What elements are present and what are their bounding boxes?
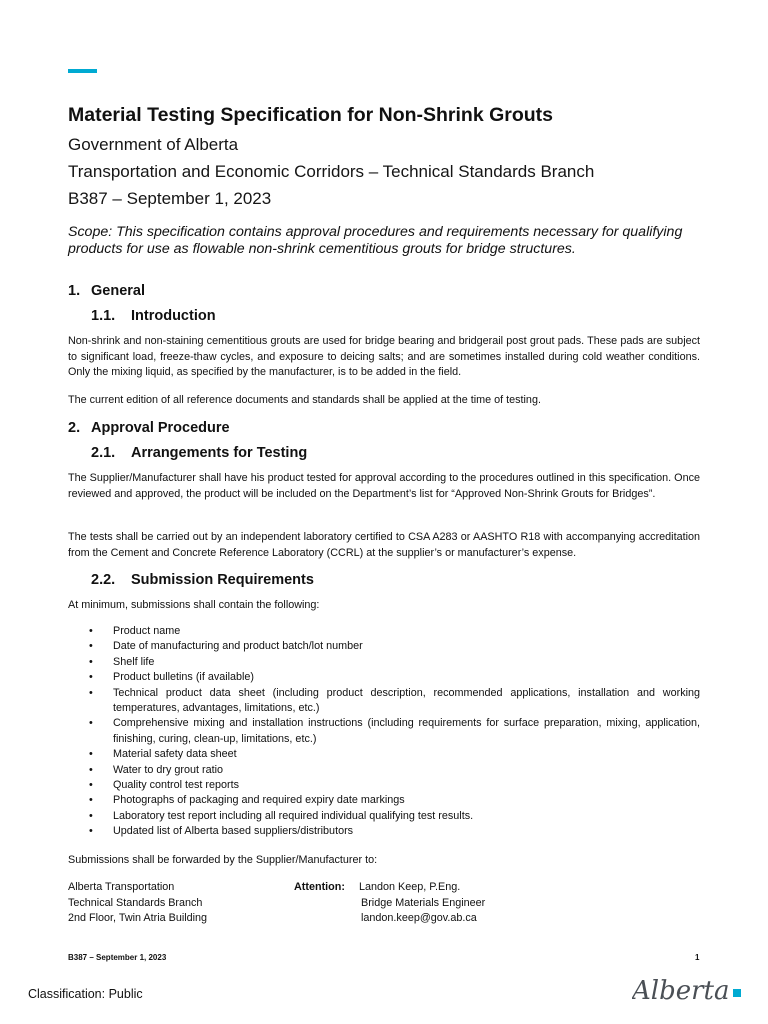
- list-item: [68, 670, 700, 685]
- section-submission-heading: [91, 572, 314, 588]
- list-item: [68, 763, 700, 778]
- alberta-logo-wordmark: Alberta: [632, 976, 730, 1006]
- section-introduction-heading: [91, 308, 216, 324]
- contact-name: Landon Keep, P.Eng.: [359, 881, 461, 893]
- attention-label: Attention:: [294, 881, 345, 893]
- list-item: [68, 793, 700, 808]
- list-item: [68, 624, 700, 639]
- contact-block: [359, 880, 485, 927]
- list-item: [68, 686, 700, 717]
- bullet-marker: •: [89, 779, 93, 792]
- section-number: 2.: [68, 420, 81, 436]
- classification-label: Classification: Public: [28, 987, 143, 1001]
- list-item-text: Date of manufacturing and product batch/lot number: [113, 640, 363, 653]
- section-title: Arrangements for Testing: [131, 445, 308, 461]
- contact-role: Bridge Materials Engineer: [361, 896, 486, 909]
- list-item-text: Technical product data sheet (including product description, recommended applications, installation and working temperatures, advantages, limitations, etc.): [113, 686, 700, 715]
- address-line: 2nd Floor, Twin Atria Building: [68, 912, 208, 924]
- spec-number-date: B387 – September 1, 2023: [68, 189, 272, 208]
- list-item-text: Shelf life: [113, 655, 155, 668]
- section-approval-heading: [68, 420, 230, 436]
- section-number: 2.1.: [91, 445, 116, 461]
- list-item-text: Quality control test reports: [113, 779, 240, 792]
- list-item-text: Comprehensive mixing and installation instructions (including requirements for surface preparation, mixing, application, finishing, curing, clean-up, limitations, etc.): [113, 717, 700, 745]
- bullet-marker: •: [89, 763, 93, 776]
- arrangements-paragraph-1: The Supplier/Manufacturer shall have his product tested for approval according to the procedures outlined in this specification. Once reviewed and approved, the product will be included on the Department’s list for “Approved Non-Shrink Grouts for Bridges”.: [68, 472, 700, 500]
- list-item-text: Product bulletins (if available): [113, 671, 255, 684]
- bullet-marker: •: [89, 686, 93, 699]
- bullet-marker: •: [89, 717, 93, 730]
- bullet-marker: •: [89, 809, 93, 822]
- alberta-logo-square: [733, 989, 741, 997]
- list-item: [68, 716, 700, 747]
- section-general-heading: [68, 283, 145, 299]
- list-item: [68, 809, 700, 824]
- accent-bar: [68, 69, 97, 73]
- section-number: 1.: [68, 283, 81, 299]
- bullet-marker: •: [89, 655, 93, 668]
- section-title: General: [91, 283, 145, 299]
- list-item-text: Updated list of Alberta based suppliers/distributors: [113, 825, 354, 838]
- contact-email: landon.keep@gov.ab.ca: [361, 912, 477, 924]
- list-item: [68, 747, 700, 762]
- bullet-marker: •: [89, 825, 93, 838]
- address-line: Technical Standards Branch: [68, 896, 203, 909]
- bullet-marker: •: [89, 640, 93, 653]
- list-item-text: Water to dry grout ratio: [113, 763, 224, 776]
- alberta-logo: [632, 972, 742, 1006]
- branch-name: Transportation and Economic Corridors – Technical Standards Branch: [68, 162, 595, 181]
- list-item-text: Laboratory test report including all required individual qualifying test results.: [113, 809, 474, 822]
- forwarding-instruction: Submissions shall be forwarded by the Supplier/Manufacturer to:: [68, 854, 378, 866]
- footer-spec-date: B387 – September 1, 2023: [68, 953, 167, 962]
- list-item: [68, 824, 700, 839]
- section-number: 2.2.: [91, 572, 116, 588]
- document-title: Material Testing Specification for Non-Shrink Grouts: [68, 104, 554, 126]
- list-item: [68, 639, 700, 654]
- mailing-address: [68, 880, 207, 927]
- section-number: 1.1.: [91, 308, 116, 324]
- introduction-paragraph-1: Non-shrink and non-staining cementitious grouts are used for bridge bearing and bridgerail post grout pads. These pads are subject to significant load, freeze-thaw cycles, and exposure to deicing salts; and are sometimes installed during cold weather conditions. Only the mixing liquid, as specified by the manufacturer, is to be added in the field.: [68, 335, 700, 378]
- list-item: [68, 655, 700, 670]
- submission-intro: At minimum, submissions shall contain the following:: [68, 599, 320, 611]
- page-number: 1: [695, 953, 700, 962]
- organization-name: Government of Alberta: [68, 135, 239, 154]
- introduction-paragraph-2: The current edition of all reference documents and standards shall be applied at the time of testing.: [68, 394, 541, 406]
- bullet-marker: •: [89, 794, 93, 807]
- bullet-marker: •: [89, 625, 93, 637]
- scope-statement: Scope: This specification contains approval procedures and requirements necessary for qualifying products for use as flowable non-shrink cementitious grouts for bridge structures.: [68, 224, 683, 257]
- list-item-text: Product name: [113, 625, 181, 637]
- list-item: [68, 778, 700, 793]
- section-title: Approval Procedure: [91, 420, 230, 436]
- section-arrangements-heading: [91, 445, 307, 461]
- list-item-text: Photographs of packaging and required expiry date markings: [113, 794, 405, 807]
- submission-requirements-list: [68, 624, 700, 840]
- address-line: Alberta Transportation: [68, 881, 175, 893]
- bullet-marker: •: [89, 748, 93, 761]
- list-item-text: Material safety data sheet: [113, 748, 237, 761]
- arrangements-paragraph-2: The tests shall be carried out by an independent laboratory certified to CSA A283 or AASHTO R18 with accompanying accreditation from the Cement and Concrete Reference Laboratory (CCRL) at the supplier’s or manufacturer’s expense.: [68, 531, 700, 559]
- section-title: Submission Requirements: [131, 572, 314, 588]
- section-title: Introduction: [131, 308, 216, 324]
- bullet-marker: •: [89, 671, 93, 684]
